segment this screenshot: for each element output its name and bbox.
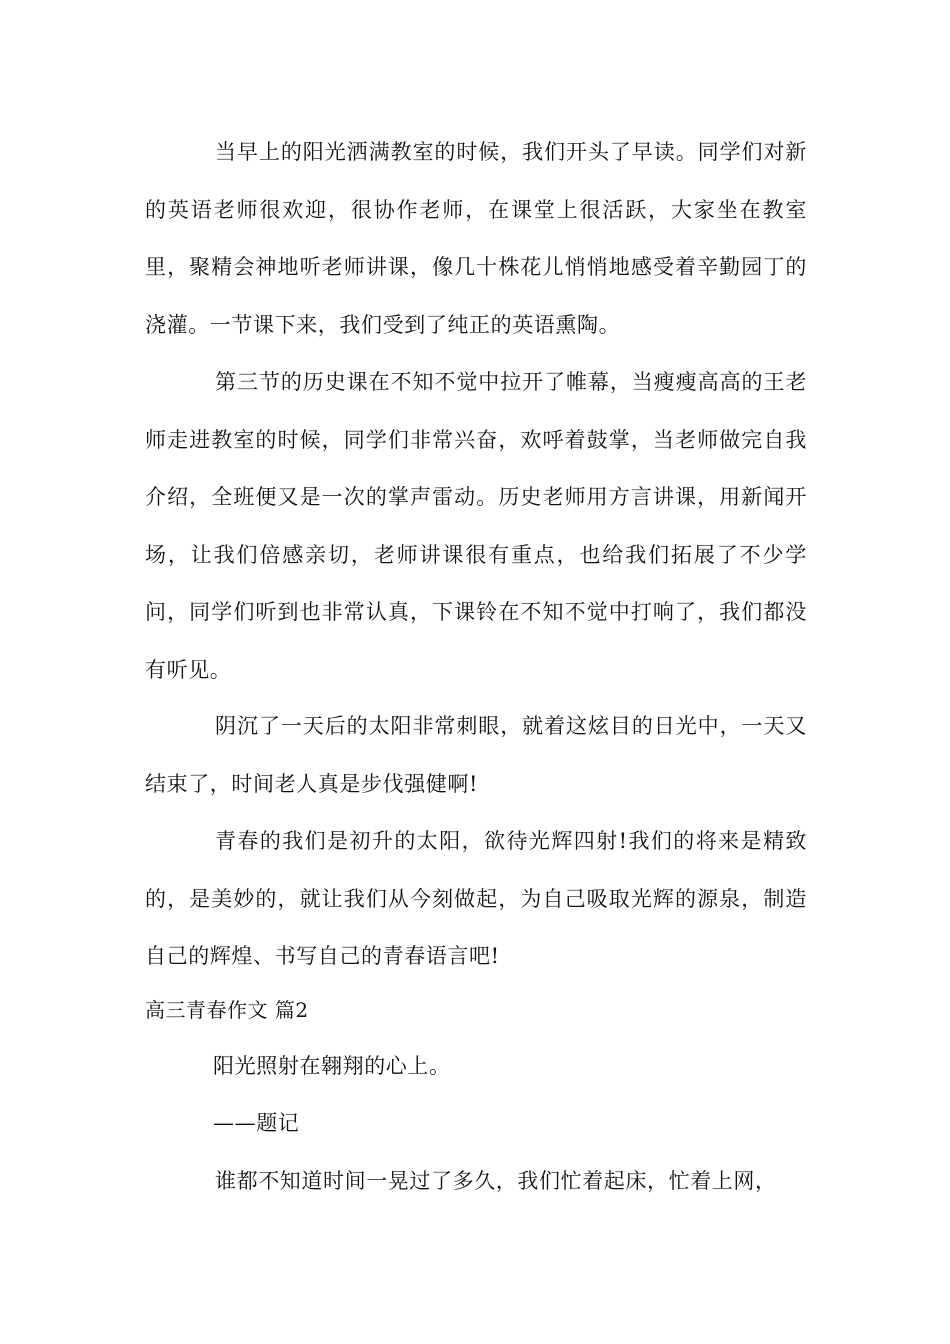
paragraph-youth: 青春的我们是初升的太阳，欲待光辉四射!我们的将来是精致的，是美妙的，就让我们从今刻做起，为自己吸取光辉的源泉，制造自己的辉煌、书写自己的青春语言吧! (145, 829, 807, 968)
section-title: 高三青春作文 篇2 (145, 998, 309, 1022)
paragraph-history-class: 第三节的历史课在不知不觉中拉开了帷幕，当瘦瘦高高的王老师走进教室的时候，同学们非常兴奋，欢呼着鼓掌，当老师做完自我介绍，全班便又是一次的掌声雷动。历史老师用方言讲课，用新闻开场，让我们倍感亲切，老师讲课很有重点，也给我们拓展了不少学问，同学们听到也非常认真，下课铃在不知不觉中打响了，我们都没有听见。 (145, 370, 807, 682)
paragraph-last-line: 谁都不知道时间一晃过了多久，我们忙着起床，忙着上网， (215, 1169, 777, 1193)
epigraph: 阳光照射在翱翔的心上。 (213, 1054, 451, 1078)
paragraph-end-of-day: 阴沉了一天后的太阳非常刺眼，就着这炫目的日光中，一天又结束了，时间老人真是步伐强健啊! (145, 714, 807, 796)
epigraph-source: ——题记 (213, 1111, 300, 1135)
paragraph-morning-reading: 当早上的阳光洒满教室的时候，我们开头了早读。同学们对新的英语老师很欢迎，很协作老师，在课堂上很活跃，大家坐在教室里，聚精会神地听老师讲课，像几十株花儿悄悄地感受着辛勤园丁的浇灌。一节课下来，我们受到了纯正的英语熏陶。 (145, 140, 807, 337)
